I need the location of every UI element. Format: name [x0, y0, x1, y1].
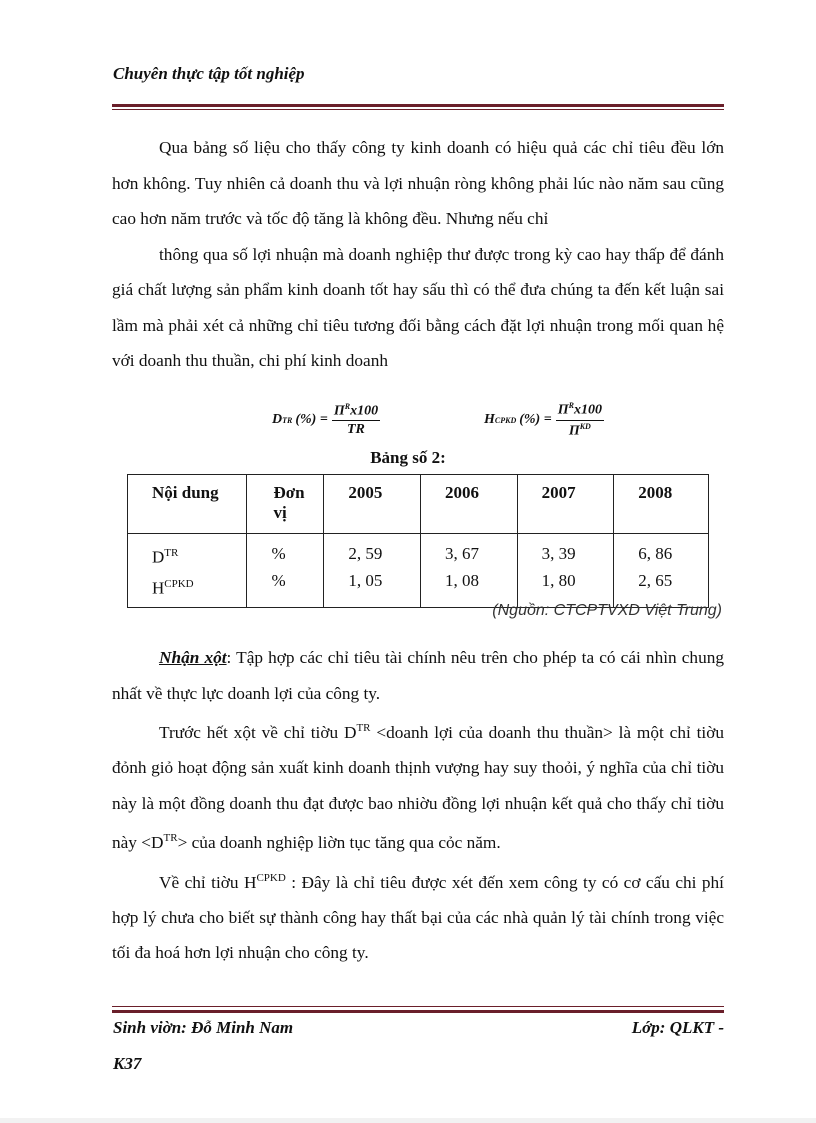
header-2006: 2006 [421, 475, 518, 534]
col-2006-values: 3, 67 1, 08 [421, 534, 518, 608]
paragraph-4: Trước hết xột về chỉ tiờu $D^{TR}$ <doanh lợi của doanh thu thuần> là một chỉ tiờu đỏnh giỏ hoạt động sản xuất kinh doanh thịnh vượng hay suy thoỏi, ý nghĩa của chỉ tiờu này là một đồng doanh thu đạt được bao nhiờu đồng lợi nhuận kết quả cho thấy chỉ tiờu này $<D^{TR}>$ của doanh nghiệp liờn tục tăng qua cỏc năm. [112, 722, 724, 853]
intro-text [112, 130, 724, 379]
formula-dtr: D TR (%) = $\frac{\Pi^Rx100}{TR}$ [272, 401, 379, 438]
comments-text [112, 640, 724, 971]
footer-rule-thin [112, 1006, 724, 1007]
table-header-row [128, 475, 709, 534]
page-bottom-edge [0, 1118, 816, 1123]
formula-dtr-lhs: D [272, 412, 283, 427]
header-2008: 2008 [614, 475, 709, 534]
paragraph-5: Về chỉ tiờu $H^{CPKD}$ : Đây là chỉ tiêu được xét đến xem công ty có cơ cấu chi phí hợp lý chưa cho biết sự thành công hay thất bại của các nhà quản lý tài chính trong việc tối đa hoá hơn lợi nhuận cho công ty. [112, 871, 724, 963]
table-source: (Nguồn: CTCPTVXD Việt Trung) [492, 602, 722, 619]
header-noi-dung: Nội dung [128, 475, 247, 534]
comment-label: Nhận xột [159, 648, 227, 667]
formula-dtr-unit: (%) = [295, 412, 328, 427]
data-table [127, 474, 709, 608]
header-rule-thin [112, 109, 724, 110]
footer-class-suffix: K37 [113, 1054, 142, 1073]
footer-student: Sinh viờn: Đỗ Minh Nam [113, 1018, 294, 1037]
col-2008-values: 6, 86 2, 65 [614, 534, 709, 608]
table-caption: Bảng số 2: [370, 448, 446, 467]
footer-rule-thick [112, 1010, 724, 1013]
col-2007-values: 3, 39 1, 80 [517, 534, 614, 608]
header-rule-thick [112, 104, 724, 107]
header-don-vi: Đơn vị [247, 475, 324, 534]
header-title: Chuyên thực tập tốt nghiệp [113, 64, 305, 83]
footer-class: Lớp: QLKT - [631, 1018, 724, 1037]
formula-hcpkd-unit: (%) = [519, 412, 552, 427]
paragraph-1: Qua bảng số liệu cho thấy công ty kinh doanh có hiệu quả các chỉ tiêu đều lớn hơn không. Tuy nhiên cả doanh thu và lợi nhuận ròng không phải lúc nào năm sau cũng cao hơn năm trước và tốc độ tăng là không đều. Nhưng nếu chỉ [112, 138, 724, 228]
row-labels: $D^{TR}$ $H^{CPKD}$ [128, 534, 247, 608]
paragraph-3: Nhận xột: Tập hợp các chỉ tiêu tài chính nêu trên cho phép ta có cái nhìn chung nhất về thực lực doanh lợi của công ty. [112, 648, 724, 703]
table-row [128, 534, 709, 608]
formula-dtr-fraction: $\frac{\Pi^Rx100}{TR}$ [333, 401, 379, 438]
col-2005-values: 2, 59 1, 05 [324, 534, 421, 608]
formula-hcpkd: H CPKD (%) = $\frac{\Pi^Rx100}{\Pi^{KD}}$ [484, 400, 602, 439]
formula-hcpkd-lhs: H [484, 412, 495, 427]
paragraph-2: thông qua số lợi nhuận mà doanh nghiệp thư được trong kỳ cao hay thấp để đánh giá chất lượng sản phẩm kinh doanh tốt hay sấu thì có thể đưa chúng ta đến kết luận sai lầm mà phải xét cả những chỉ tiêu tương đối bằng cách đặt lợi nhuận trong mối quan hệ với doanh thu thuần, chi phí kinh doanh [112, 244, 724, 370]
formula-hcpkd-fraction: $\frac{\Pi^Rx100}{\Pi^{KD}}$ [557, 400, 602, 439]
header-2005: 2005 [324, 475, 421, 534]
row-units: % % [247, 534, 324, 608]
header-2007: 2007 [517, 475, 614, 534]
